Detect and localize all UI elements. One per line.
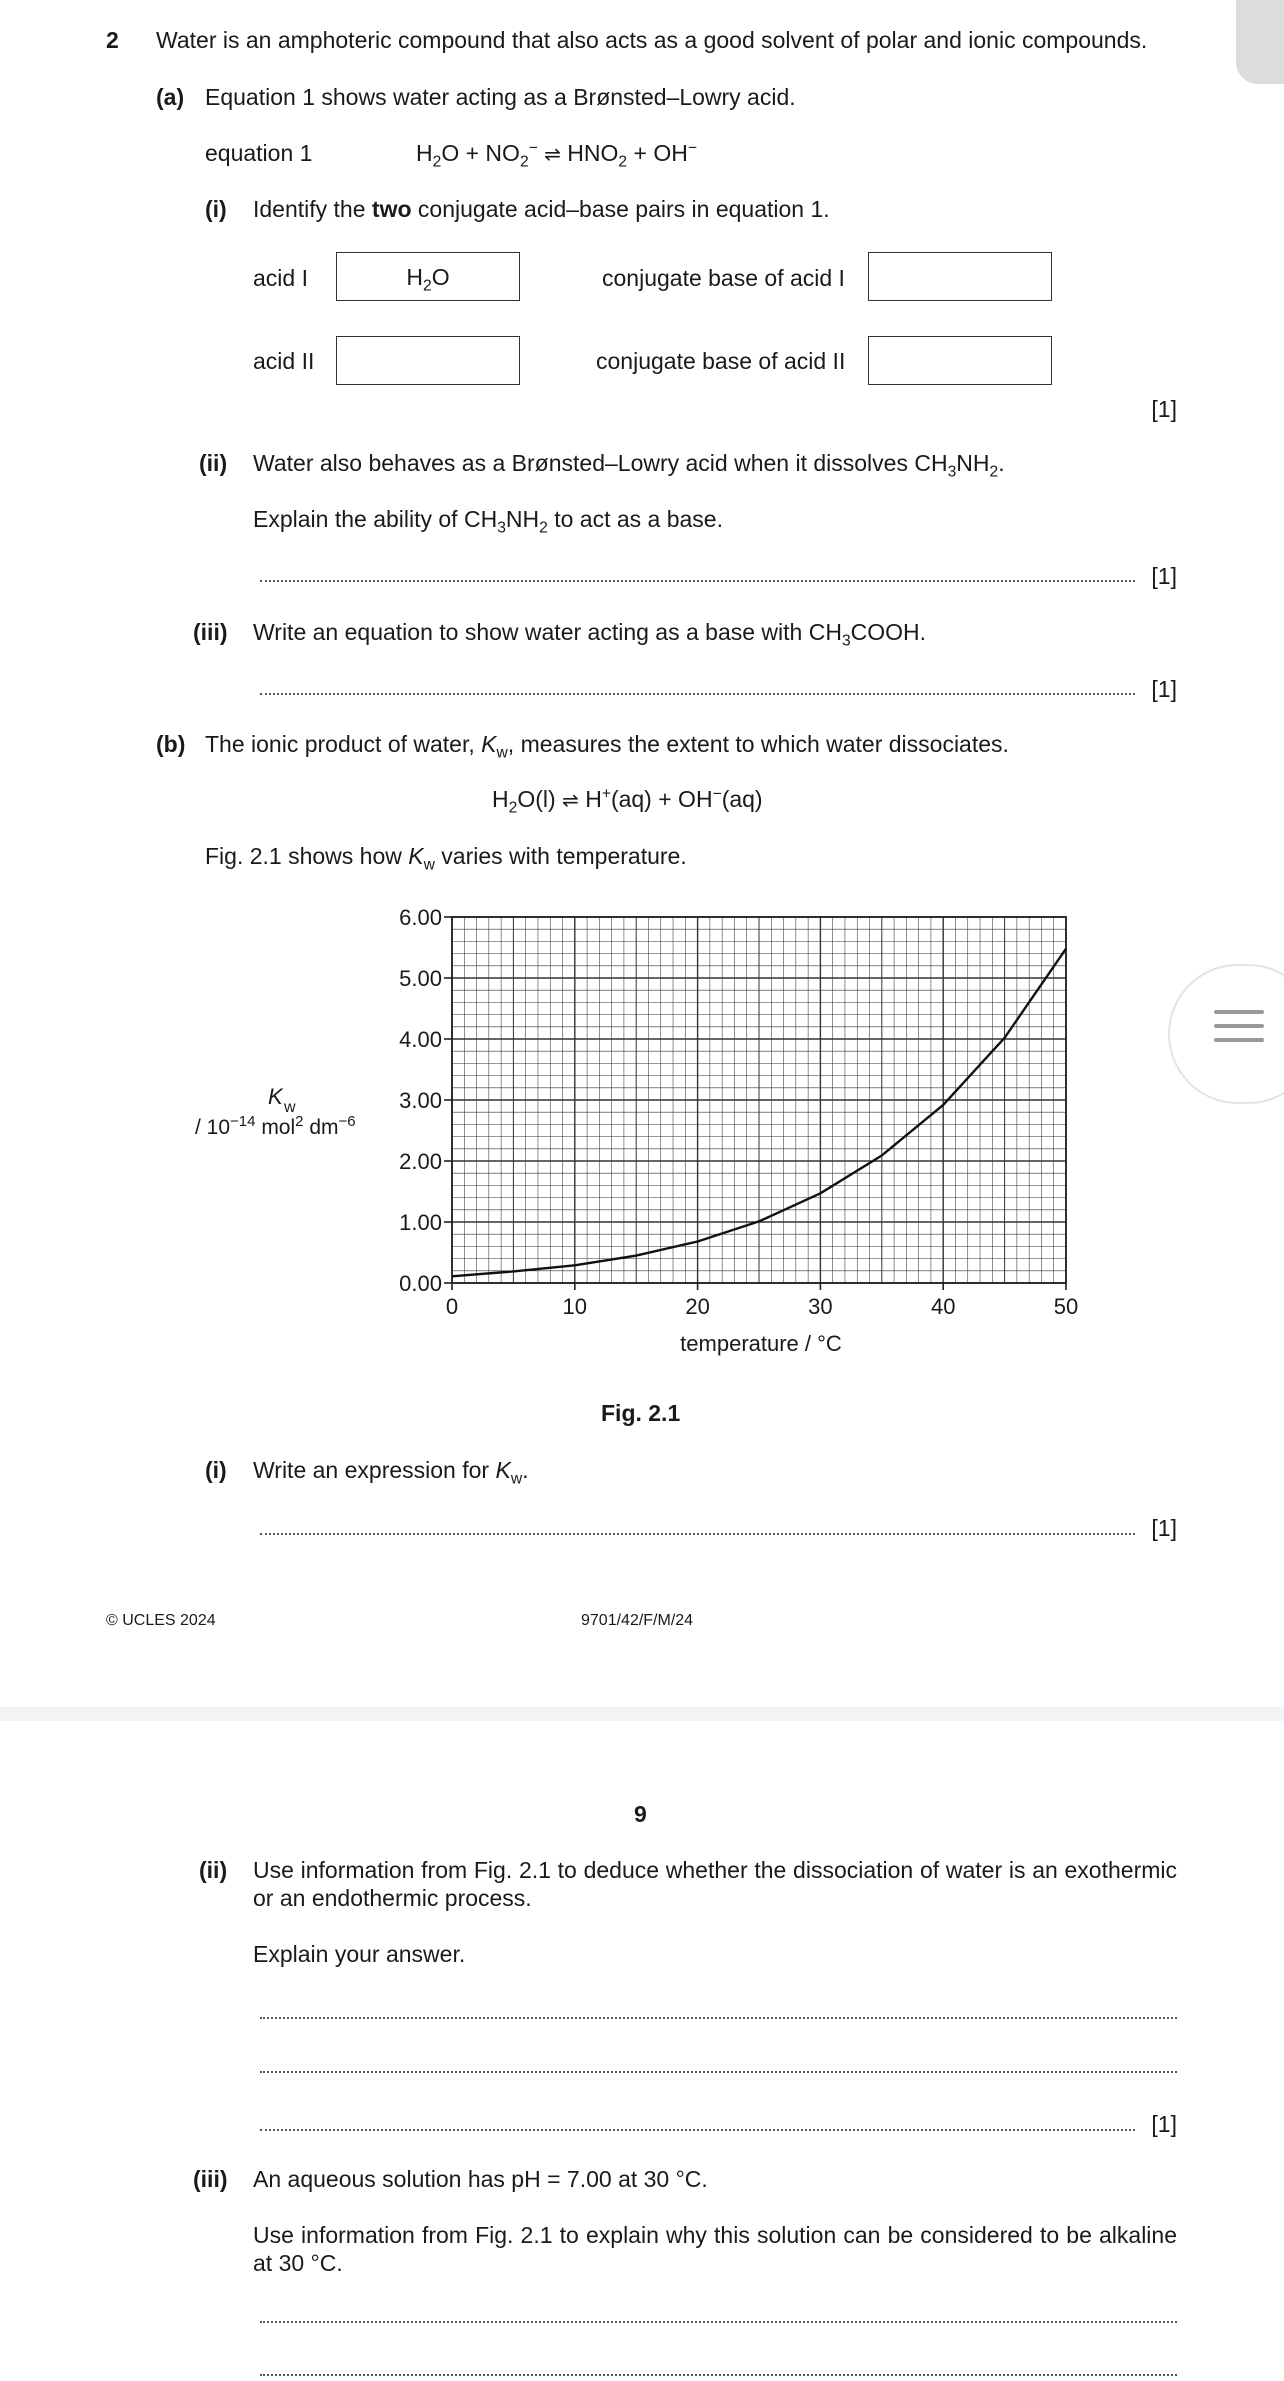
- y-tick-label: 1.00: [399, 1210, 442, 1235]
- part-a-i-text: Identify the two conjugate acid–base pairs in equation 1.: [253, 196, 830, 222]
- x-tick-label: 0: [445, 1294, 459, 1319]
- answer-line[interactable]: [260, 580, 1135, 582]
- y-axis-symbol: K: [268, 1084, 283, 1109]
- acid2-label: acid II: [253, 348, 315, 374]
- answer-line[interactable]: [260, 2321, 1177, 2323]
- mark-b-i: [1]: [1151, 1515, 1177, 1541]
- part-a-i-label: (i): [205, 196, 227, 222]
- mark-a-iii: [1]: [1151, 676, 1177, 702]
- acid2-answer-box[interactable]: [336, 336, 520, 385]
- equation-1: $H_2O + NO_2^-$ ⇌ $HNO_2 + OH^-$: [416, 139, 697, 171]
- part-b-ii-explain: Explain your answer.: [253, 1941, 466, 1967]
- x-tick-label: 10: [562, 1294, 588, 1319]
- part-b-i-label: (i): [205, 1457, 227, 1483]
- part-b-ii-label: (ii): [199, 1857, 228, 1883]
- y-tick-label: 3.00: [399, 1088, 442, 1113]
- copyright: © UCLES 2024: [106, 1612, 216, 1629]
- answer-line[interactable]: [260, 1533, 1135, 1535]
- part-a-iii-label: (iii): [193, 619, 228, 645]
- paper-code: 9701/42/F/M/24: [581, 1612, 694, 1629]
- y-tick-label: 5.00: [399, 966, 442, 991]
- dissociation-equation: $H_2O(l)$ ⇌ H+(aq) + OH−(aq): [492, 785, 763, 817]
- x-tick-label: 50: [1053, 1294, 1079, 1319]
- answer-line[interactable]: [260, 693, 1135, 695]
- x-tick-label: 20: [685, 1294, 710, 1319]
- answer-line[interactable]: [260, 2071, 1177, 2073]
- x-tick-label: 30: [808, 1294, 833, 1319]
- kw-temperature-chart: [0, 880, 1284, 1370]
- y-tick-label: 6.00: [399, 905, 442, 930]
- answer-line[interactable]: [260, 2374, 1177, 2376]
- part-a-text: Equation 1 shows water acting as a Brønsted–Lowry acid.: [205, 84, 796, 110]
- part-b-iii-text: An aqueous solution has pH = 7.00 at 30 °C.: [253, 2166, 708, 2192]
- part-a-iii-text: Write an equation to show water acting as a base with $CH_3COOH$.: [253, 619, 927, 650]
- conj-base2-label: conjugate base of acid II: [596, 348, 846, 374]
- fig-intro: Fig. 2.1 shows how $K_w$ varies with temperature.: [205, 843, 687, 874]
- part-b-iii-label: (iii): [193, 2166, 228, 2192]
- part-a-ii-label: (ii): [199, 450, 228, 476]
- x-tick-label: 40: [930, 1294, 956, 1319]
- acid1-label: acid I: [253, 265, 308, 291]
- question-intro: Water is an amphoteric compound that also acts as a good solvent of polar and ionic compounds.: [156, 27, 1148, 53]
- x-axis-label: temperature / °C: [680, 1331, 842, 1356]
- part-a-ii-explain: Explain the ability of $CH_3NH_2$ to act as a base.: [253, 506, 723, 537]
- mark-a-ii: [1]: [1151, 563, 1177, 589]
- y-tick-label: 2.00: [399, 1149, 442, 1174]
- mark-b-ii: [1]: [1151, 2111, 1177, 2137]
- y-tick-label: 0.00: [399, 1271, 442, 1296]
- part-b-i-text: Write an expression for $K_w$.: [253, 1457, 529, 1488]
- mark-a-i: [1]: [1151, 396, 1177, 422]
- part-a-ii-text: Water also behaves as a Brønsted–Lowry acid when it dissolves $CH_3NH_2$.: [253, 450, 1005, 481]
- y-axis-units: / $10^{-14}$ mol$^2$ $dm^{-6}$: [195, 1112, 356, 1139]
- y-tick-label: 4.00: [399, 1027, 442, 1052]
- figure-caption: Fig. 2.1: [601, 1400, 681, 1426]
- part-b-iii-text2: Use information from Fig. 2.1 to explain why this solution can be considered to be alkaline at 30 °C.: [253, 2222, 1177, 2276]
- conj-base2-answer-box[interactable]: [868, 336, 1052, 385]
- acid1-answer-box[interactable]: $H_2O$: [336, 252, 520, 301]
- part-b-label: (b): [156, 731, 186, 757]
- answer-line[interactable]: [260, 2017, 1177, 2019]
- conj-base1-label: conjugate base of acid I: [602, 265, 845, 291]
- y-axis-symbol-sub: w: [284, 1099, 296, 1116]
- part-a-label: (a): [156, 84, 185, 110]
- part-b-text: The ionic product of water, $K_w$, measures the extent to which water dissociates.: [205, 731, 1009, 762]
- part-b-ii-text: Use information from Fig. 2.1 to deduce whether the dissociation of water is an exothermic or an endothermic process.: [253, 1857, 1177, 1911]
- page-number: 9: [634, 1801, 647, 1827]
- scrollbar-thumb[interactable]: [1236, 0, 1284, 84]
- conj-base1-answer-box[interactable]: [868, 252, 1052, 301]
- page-separator: [0, 1707, 1284, 1721]
- equation-label: equation 1: [205, 140, 313, 166]
- answer-line[interactable]: [260, 2129, 1135, 2131]
- question-number: 2: [106, 27, 119, 53]
